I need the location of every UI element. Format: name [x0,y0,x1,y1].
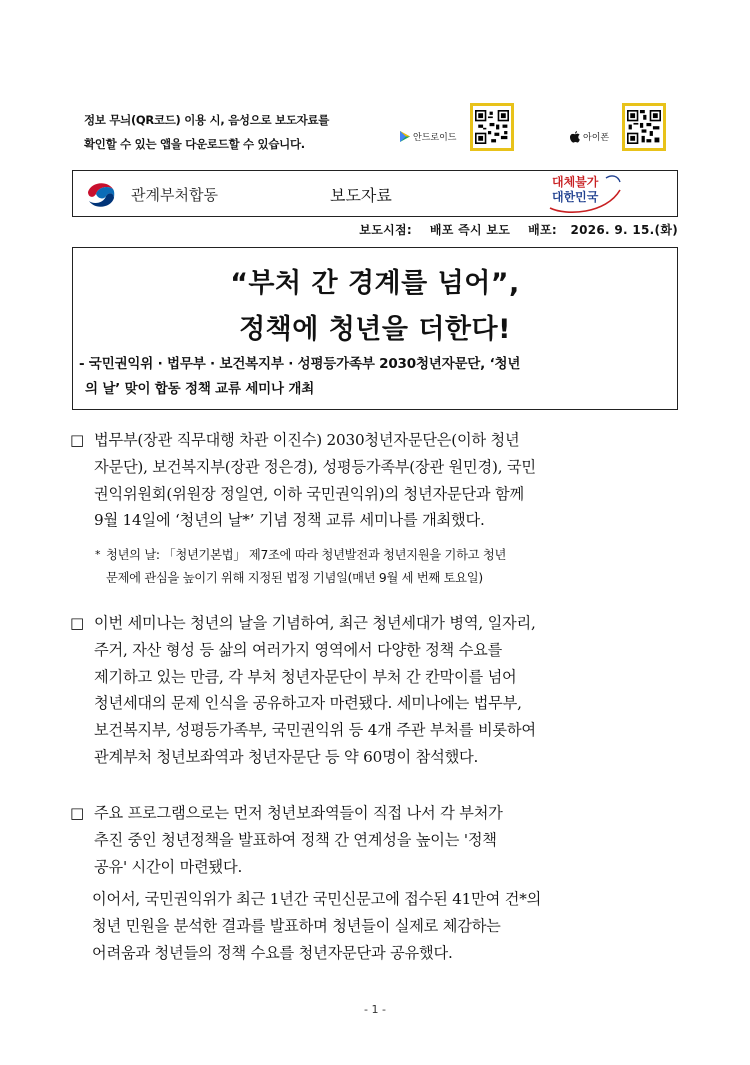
slogan-arc-icon [546,172,624,214]
qr-notice-line1: 정보 무늬(QR코드) 이용 시, 음성으로 보도자료를 [84,113,330,127]
bullet-box-icon: □ [70,804,84,822]
press-release-masthead [72,170,678,217]
subtitle-line1: - 국민권익위 · 법무부 · 보건복지부 · 성평등가족부 2030청년자문단, ‘청년 [79,356,521,372]
p1-line: 권익위원회(위원장 정일연, 이하 국민권익위)의 청년자문단과 함께 [94,484,524,503]
page-number: - 1 - [364,1003,386,1016]
bullet-box-icon: □ [70,614,84,632]
slogan-logo [552,175,622,213]
p2-line: 보건복지부, 성평등가족부, 국민권익위 등 4개 주관 부처를 비롯하여 [94,721,536,740]
p4-line: 이어서, 국민권익위가 최근 1년간 국민신문고에 접수된 41만여 건*의 [92,890,542,908]
p3-line: 주요 프로그램으로는 먼저 청년보좌역들이 직접 나서 각 부처가 [94,804,503,822]
paragraph-3 [70,800,690,880]
paragraph-2 [70,610,690,771]
footnote-marker: * [95,548,101,561]
p3-line: 추진 중인 청년정책을 발표하여 정책 간 연계성을 높이는 '정책 [94,830,497,849]
p2-line: 청년세대의 문제 인식을 공유하고자 마련됐다. 세미나에는 법무부, [94,694,522,713]
qr-notice [84,108,384,156]
play-store-icon [400,131,410,142]
android-qr-code[interactable] [470,103,514,151]
release-date: 2026. 9. 15.(화) [570,223,678,237]
android-label-wrap [400,130,456,143]
headline-subtitle [79,352,673,402]
paragraph-1 [70,427,690,534]
slogan-line2: 대한민국 [552,190,599,204]
apple-icon [570,131,580,143]
footnote-line: 청년의 날: 「청년기본법」 제7조에 따라 청년발전과 청년지원을 기하고 청년 [106,548,507,562]
p2-line: 제기하고 있는 만큼, 각 부처 청년자문단이 부처 간 칸막이를 넘어 [94,667,517,686]
release-date-label: 배포: [528,223,558,237]
ios-qr-code[interactable] [622,103,666,151]
p2-line: 이번 세미나는 청년의 날을 기념하여, 최근 청년세대가 병역, 일자리, [94,614,536,632]
subtitle-line2: 의 날’ 맞이 합동 정책 교류 세미나 개최 [85,381,315,397]
p4-line: 어려움과 청년들의 정책 수요를 청년자문단과 공유했다. [92,943,453,962]
qr-code-icon [627,108,661,146]
headline-line2: 정책에 청년을 더한다! [239,314,511,345]
ios-label: 아이폰 [583,133,610,143]
doc-type-label: 보도자료 [330,186,392,205]
release-label: 보도시점: [359,223,412,237]
android-download[interactable] [400,103,520,155]
p1-line: 법무부(장관 직무대행 차관 이진수) 2030청년자문단은(이하 청년 [94,431,520,449]
footnote-line: 문제에 관심을 높이기 위해 지정된 법정 기념일(매년 9월 세 번째 토요일) [106,570,483,585]
release-timing: 배포 즉시 보도 [429,223,511,237]
ios-download[interactable] [570,103,670,155]
headline-line1: “부처 간 경계를 넘어”, [230,268,520,299]
p1-line: 9월 14일에 ‘청년의 날*’ 기념 정책 교류 세미나를 개최했다. [94,511,485,530]
ios-label-wrap [570,130,609,143]
bullet-box-icon: □ [70,431,84,449]
qr-notice-line2: 확인할 수 있는 앱을 다운로드할 수 있습니다. [84,137,305,151]
p2-line: 관계부처 청년보좌역과 청년자문단 등 약 60명이 참석했다. [94,747,479,766]
paragraph-4 [92,886,690,966]
p3-line: 공유' 시간이 마련됐다. [94,857,243,876]
p2-line: 주거, 자산 형성 등 삶의 여러가지 영역에서 다양한 정책 수요를 [94,640,503,659]
slogan-line1: 대체불가 [552,175,599,189]
qr-code-icon [475,108,509,146]
footnote [95,544,690,589]
headline-box [72,247,678,410]
p4-line: 청년 민원을 분석한 결과를 발표하며 청년들이 실제로 체감하는 [92,916,501,935]
release-info [359,221,678,238]
department-name: 관계부처합동 [131,186,218,204]
government-emblem-icon [85,179,117,211]
android-label: 안드로이드 [413,133,457,143]
p1-line: 자문단), 보건복지부(장관 정은경), 성평등가족부(장관 원민경), 국민 [94,457,536,476]
